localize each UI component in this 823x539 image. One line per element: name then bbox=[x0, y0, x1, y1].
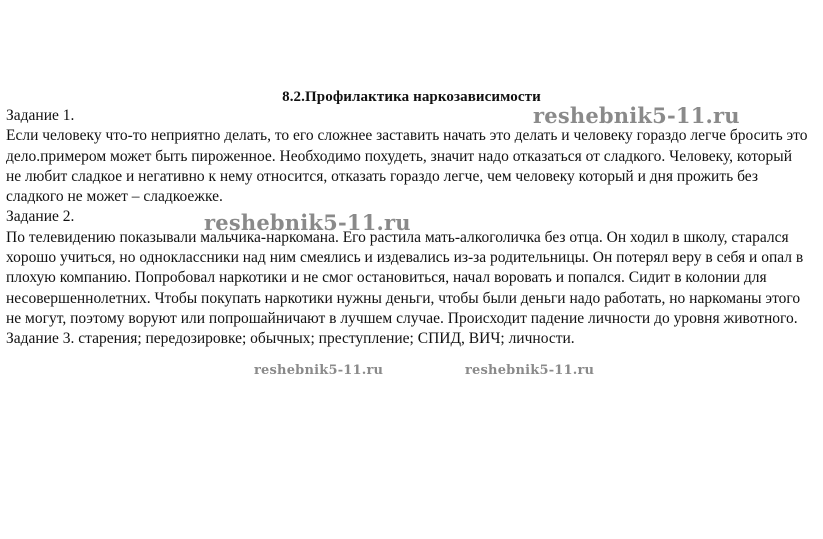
watermark-top-right: reshebnik5-11.ru bbox=[533, 103, 740, 128]
page-title: 8.2.Профилактика наркозависимости bbox=[282, 89, 541, 105]
document-body bbox=[6, 106, 811, 350]
task2-text: По телевидению показывали мальчика-наркомана. Его растила мать-алкоголичка без отца. Он ходил в школу, старался хорошо учиться, но одноклассники над ним смеялись и издевались из-за родительницы. Он потерял веру в себя и опал в плохую компанию. Попробовал наркотики и не смог остановиться, начал воровать и попался. Сидит в колонии для несовершеннолетних. Чтобы покупать наркотики нужны деньги, чтобы были деньги надо работать, но наркоманы этого не могут, поэтому воруют или попрошайничают в лучшем случае. Происходит падение личности до уровня животного. bbox=[6, 228, 804, 327]
watermark-middle: reshebnik5-11.ru bbox=[204, 210, 411, 235]
task3-text: Задание 3. старения; передозировке; обычных; преступление; СПИД, ВИЧ; личности. bbox=[6, 330, 575, 348]
task2-heading: Задание 2. bbox=[6, 208, 75, 226]
task1-text: Если человеку что-то неприятно делать, то его сложнее заставить начать это делать и человеку гораздо легче бросить это дело.примером может быть пироженное. Необходимо похудеть, значит надо отказаться от сладкого. Человеку, который не любит сладкое и негативно к нему относится, отказать гораздо легче, чем человеку который и дня прожить без сладкого не может – сладкоежке. bbox=[6, 127, 808, 206]
watermark-bottom-left: reshebnik5-11.ru bbox=[254, 363, 384, 378]
watermark-bottom-right: reshebnik5-11.ru bbox=[465, 363, 595, 378]
task1-heading: Задание 1. bbox=[6, 107, 75, 124]
